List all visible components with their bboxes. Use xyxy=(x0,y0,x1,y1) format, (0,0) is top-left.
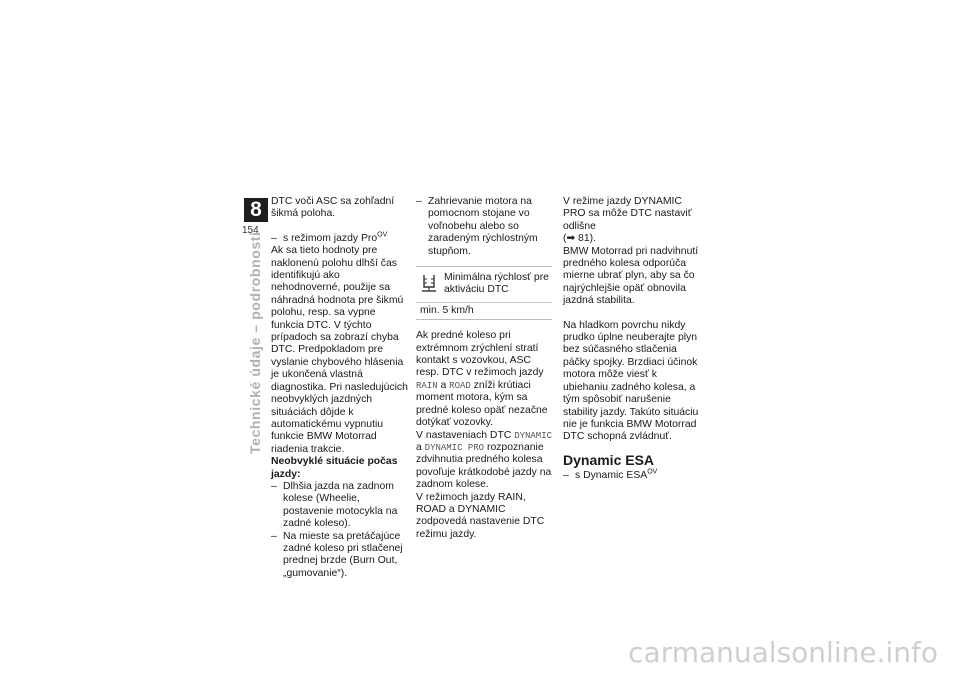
paragraph: Na hladkom povrchu nikdy prudko úplne neuberajte plyn bez súčasného stlačenia páčky spojky. Brzdiaci účinok motora môže viesť k ubiehaniu zadného kolesa, a tým spôsobiť narušenie stability jazdy. Takúto situáciu nie je funkcia BMW Motorrad DTC schopná zvládnuť. xyxy=(563,319,699,443)
paragraph: DTC voči ASC sa zohľadní šikmá poloha. xyxy=(271,196,395,220)
paragraph: BMW Motorrad pri nadvihnutí predného kolesa odporúča mierne ubrať plyn, aby sa čo najrýchlejšie opäť obnovila jazdná stabilita. xyxy=(563,245,699,307)
paragraph: V režimoch jazdy RAIN, ROAD a DYNAMIC zodpovedá nastavenie DTC režimu jazdy. xyxy=(416,491,545,540)
watermark: carmanualsonline.info xyxy=(628,636,938,669)
paragraph: Ak sa tieto hodnoty pre naklonenú polohu dlhší čas identifikujú ako nehodnoverné, použije sa náhradná hodnota pre šikmú polohu, resp. sa vypne funkcia DTC. V týchto prípadoch sa zobrazí chyba DTC. Predpokladom pre vyslanie chybového hlásenia je ukončená vlastná diagnostika. Pri nasledujúcich neobvyklých jazdných situáciách dôjde k automatickému vypnutiu funkcie BMW Motorrad riadenia trakcie. xyxy=(271,245,408,455)
paragraph: V nastaveniach DTC DYNAMIC a DYNAMIC PRO rozpoznanie zdvihnutia predného kolesa povoľuje krátkodobé jazdy na zadnom kolese. xyxy=(416,429,552,491)
paragraph: Ak predné koleso pri extrémnom zrýchlení stratí kontakt s vozovkou, ASC resp. DTC v režimoch jazdy RAIN a ROAD zníži krútiaci moment motora, kým sa predné koleso opäť nezačne dotýkať vozovky. xyxy=(416,330,548,429)
option-marker: OV xyxy=(647,468,658,476)
section-heading: Neobvyklé situácie počas jazdy: xyxy=(271,456,398,480)
spec-box xyxy=(416,266,552,320)
option-line-esa: – s Dynamic $ESA^{OV}$ xyxy=(563,470,701,482)
spec-label: Minimálna rýchlosť pre aktiváciu DTC xyxy=(444,272,549,296)
page-reference[interactable]: (➡ 81). xyxy=(563,233,596,245)
mode-dynamic-pro: DYNAMIC PRO xyxy=(424,442,485,453)
paragraph: V režime jazdy DYNAMIC PRO sa môže DTC nastaviť odlišne xyxy=(563,196,692,232)
list-item: – Dlhšia jazda na zadnom kolese (Wheelie, postavenie motocykla na zadné koleso). xyxy=(271,481,409,531)
mode-road: ROAD xyxy=(449,380,471,391)
mode-rain: RAIN xyxy=(416,380,438,391)
mode-dynamic: DYNAMIC xyxy=(514,430,552,441)
chapter-number-tab: 8 xyxy=(244,198,268,222)
page-number: 154 xyxy=(242,225,259,236)
section-title-dynamic-esa: Dynamic ESA xyxy=(563,451,655,468)
option-line-pro: – s režimom jazdy Pro$^{OV}$ xyxy=(271,233,409,245)
list-item: – Na mieste sa pretáčajúce zadné koleso pri stlačenej prednej brzde (Burn Out, „gumovanie“). xyxy=(271,531,409,581)
option-marker: OV xyxy=(377,231,388,239)
text-column-1 xyxy=(271,196,409,580)
spec-value: min. 5 km/h xyxy=(420,304,474,316)
list-item: – Zahrievanie motora na pomocnom stojane vo voľnobehu alebo so zaradeným rýchlostným stupňom. xyxy=(416,196,552,258)
measurement-icon xyxy=(420,274,438,294)
chapter-side-title: Technické údaje – podrobnosti xyxy=(247,231,263,454)
text-column-3 xyxy=(563,196,701,483)
text-column-2 xyxy=(416,196,552,541)
